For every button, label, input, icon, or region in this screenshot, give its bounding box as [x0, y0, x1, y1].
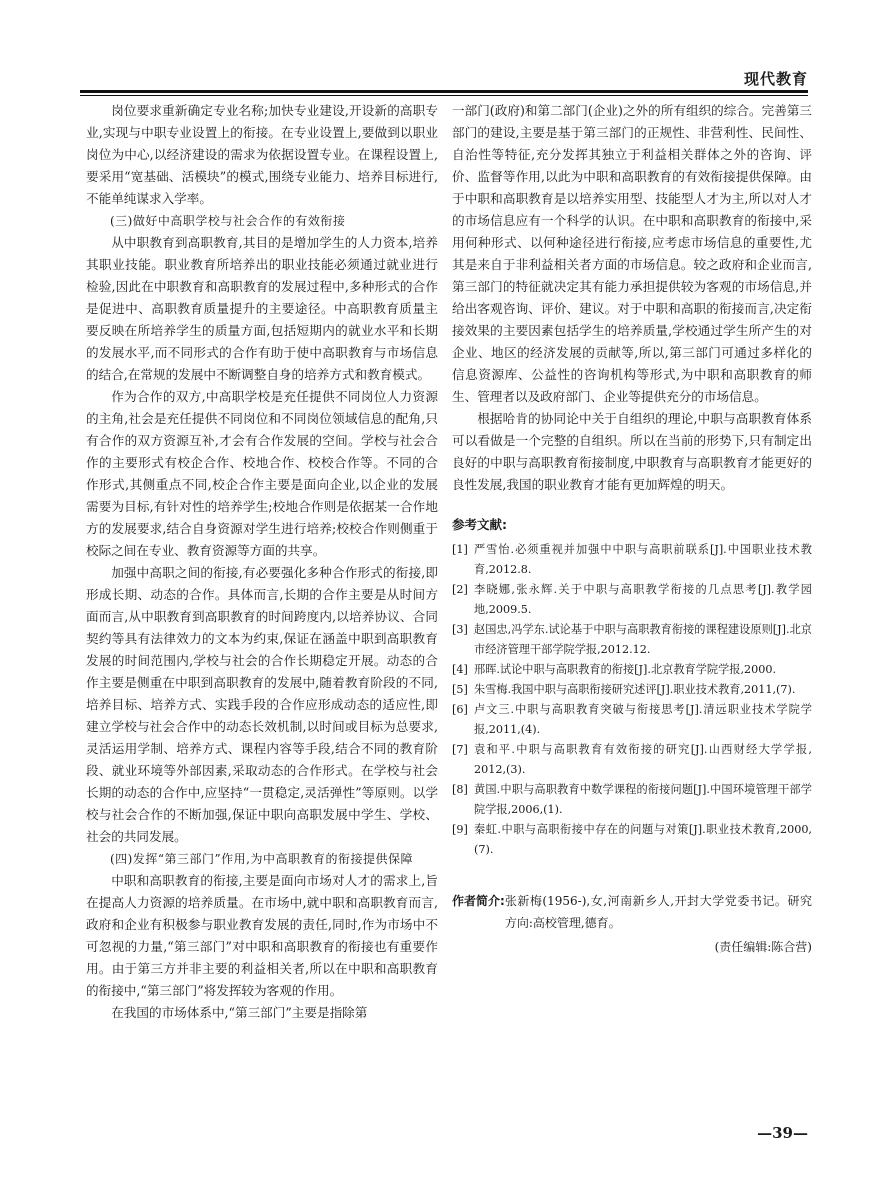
reference-item: [452, 820, 812, 860]
author-text: 张新梅(1956-),女,河南新乡人,开封大学党委书记。研究方向:高校管理,德育。: [504, 894, 812, 930]
reference-text: 卢文三.中职与高职教育突破与衔接思考[J].清远职业技术学院学报,2011,(4).: [474, 703, 812, 736]
reference-number: [5]: [452, 683, 468, 696]
author-label: 作者简介:: [452, 894, 505, 908]
body-paragraph: 从中职教育到高职教育,其目的是增加学生的人力资本,培养其职业技能。职业教育所培养出的职业技能必须通过就业进行检验,因此在中职教育和高职教育的发展过程中,多种形式的合作是促进中、高职教育质量提升的主要途径。中高职教育质量主要反映在所培养学生的质量方面,包括短期内的就业水平和长期的发展水平,而不同形式的合作有助于使中高职教育与市场信息的结合,在常规的发展中不断调整自身的培养方式和教育模式。: [86, 235, 438, 382]
reference-number: [8]: [452, 783, 468, 796]
reference-item: [452, 680, 812, 700]
references-title: 参考文献:: [452, 517, 507, 532]
left-column: [86, 100, 438, 1024]
reference-text: 李晓娜,张永辉.关于中职与高职教学衔接的几点思考[J].教学园地,2009.5.: [474, 583, 812, 616]
reference-number: [1]: [452, 543, 468, 556]
section-subheading: (三)做好中高职学校与社会合作的有效衔接: [110, 214, 346, 228]
reference-item: [452, 620, 812, 660]
reference-number: [7]: [452, 743, 468, 756]
reference-text: 朱雪梅.我国中职与高职衔接研究述评[J].职业技术教育,2011,(7).: [474, 683, 796, 696]
body-paragraph: 加强中高职之间的衔接,有必要强化多种合作形式的衔接,即形成长期、动态的合作。具体而言,长期的合作主要是从时间方面而言,从中职教育到高职教育的时间跨度内,以培养协议、合同契约等具有法律效力的文本为约束,保证在涵盖中职到高职教育发展的时间范围内,学校与社会的合作长期稳定开展。动态的合作主要是侧重在中职到高职教育的发展中,随着教育阶段的不同,培养目标、培养方式、实践手段的合作应形成动态的适应性,即建立学校与社会合作中的动态长效机制,以时间或目标为总要求,灵活运用学制、培养方式、课程内容等手段,结合不同的教育阶段、就业环境等外部因素,采取动态的合作形式。在学校与社会长期的动态的合作中,应坚持“一贯稳定,灵活弹性”等原则。以学校与社会合作的不断加强,保证中职向高职发展中学生、学校、社会的共同发展。: [86, 565, 438, 844]
editor-note: (责任编辑:陈合营): [714, 940, 812, 954]
reference-item: [452, 660, 812, 680]
reference-item: [452, 700, 812, 740]
right-column: [452, 100, 812, 958]
journal-title: 现代教育: [743, 70, 808, 88]
reference-text: 邢晖.试论中职与高职教育的衔接[J].北京教育学院学报,2000.: [474, 663, 777, 676]
body-paragraph: 中职和高职教育的衔接,主要是面向市场对人才的需求上,旨在提高人力资源的培养质量。在市场中,就中职和高职教育而言,政府和企业有积极参与职业教育发展的责任,同时,作为市场中不可忽视的力量,“第三部门”对中职和高职教育的衔接也有重要作用。由于第三方并非主要的利益相关者,所以在中职和高职教育的衔接中,“第三部门”将发挥较为客观的作用。: [86, 873, 438, 998]
body-paragraph: 作为合作的双方,中高职学校是充任提供不同岗位人力资源的主角,社会是充任提供不同岗位和不同岗位领域信息的配角,只有合作的双方资源互补,才会有合作发展的空间。学校与社会合作的主要形式有校企合作、校地合作、校校合作等。不同的合作形式,其侧重点不同,校企合作主要是面向企业,以企业的发展需要为目标,有针对性的培养学生;校地合作则是依据某一合作地方的发展要求,结合自身资源对学生进行培养;校校合作则侧重于校际之间在专业、教育资源等方面的共享。: [86, 389, 438, 558]
reference-item: [452, 540, 812, 580]
body-paragraph: 在我国的市场体系中,“第三部门”主要是指除第: [111, 1005, 368, 1020]
body-paragraph: 一部门(政府)和第二部门(企业)之外的所有组织的综合。完善第三部门的建设,主要是基于第三部门的正规性、非营利性、民间性、自治性等特征,充分发挥其独立于利益相关群体之外的咨询、评价、监督等作用,以此为中职和高职教育的有效衔接提供保障。由于中职和高职教育是以培养实用型、技能型人才为主,所以对人才的市场信息应有一个科学的认识。在中职和高职教育的衔接中,采用何种形式、以何种途径进行衔接,应考虑市场信息的重要性,尤其是来自于非利益相关者方面的市场信息。较之政府和企业而言,第三部门的特征就决定其有能力承担提供较为客观的市场信息,并给出客观咨询、评价、建议。对于中职和高职的衔接而言,决定衔接效果的主要因素包括学生的培养质量,学校通过学生所产生的对企业、地区的经济发展的贡献等,所以,第三部门可通过多样化的信息资源库、公益性的咨询机构等形式,为中职和高职教育的师生、管理者以及政府部门、企业等提供充分的市场信息。: [452, 103, 812, 404]
page-header: [80, 62, 808, 92]
right-column-body: [452, 100, 812, 496]
references-list: [452, 540, 812, 860]
reference-item: [452, 780, 812, 820]
author-info: [452, 890, 812, 934]
reference-number: [9]: [452, 823, 468, 836]
header-rule-thick: [80, 90, 808, 93]
body-paragraph: 根据哈肯的协同论中关于自组织的理论,中职与高职教育体系可以看做是一个完整的自组织。所以在当前的形势下,只有制定出良好的中职与高职教育衔接制度,中职教育与高职教育才能更好的良性发展,我国的职业教育才能有更加辉煌的明天。: [452, 411, 812, 492]
reference-item: [452, 740, 812, 780]
reference-number: [4]: [452, 663, 468, 676]
header-rule-thin: [80, 95, 808, 96]
reference-number: [2]: [452, 583, 468, 596]
reference-item: [452, 580, 812, 620]
reference-number: [6]: [452, 703, 468, 716]
section-subheading: (四)发挥“第三部门”作用,为中高职教育的衔接提供保障: [110, 852, 413, 866]
reference-text: 袁和平.中职与高职教育有效衔接的研究[J].山西财经大学学报, 2012,(3).: [474, 743, 812, 776]
reference-text: 黄国.中职与高职教育中数学课程的衔接问题[J].中国环境管理干部学院学报,2006,(1).: [474, 783, 812, 816]
reference-text: 赵国忠,冯学东.试论基于中职与高职教育衔接的课程建设原则[J].北京市经济管理干部学院学报,2012.12.: [474, 623, 812, 656]
reference-text: 秦虹.中职与高职衔接中存在的问题与对策[J].职业技术教育,2000,(7).: [474, 823, 812, 856]
body-paragraph: 岗位要求重新确定专业名称;加快专业建设,开设新的高职专业,实现与中职专业设置上的衔接。在专业设置上,要做到以职业岗位为中心,以经济建设的需求为依据设置专业。在课程设置上,要采用“宽基础、活模块”的模式,围绕专业能力、培养目标进行,不能单纯谋求入学率。: [86, 103, 438, 206]
page-number: —39—: [757, 1124, 808, 1142]
reference-text: 严雪怡.必须重视并加强中中职与高职前联系[J].中国职业技术教育,2012.8.: [474, 543, 812, 576]
reference-number: [3]: [452, 623, 468, 636]
